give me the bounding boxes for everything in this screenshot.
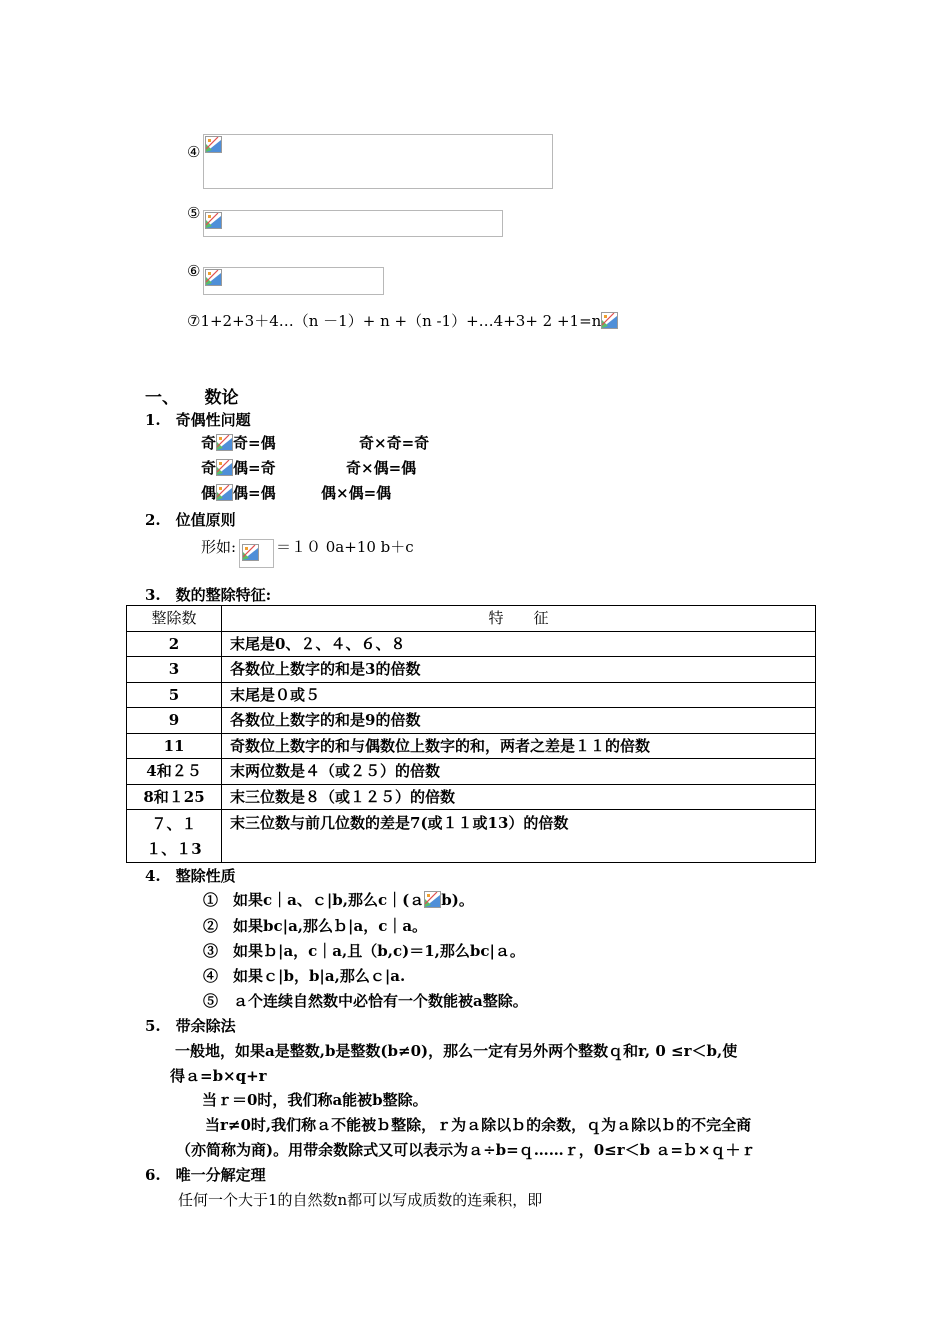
divisor-cell	[127, 810, 222, 863]
broken-image-icon	[601, 312, 618, 329]
feature-cell: 末尾是０或５	[222, 682, 816, 708]
header-feature: 特 征	[222, 606, 816, 632]
divisor-cell: 5	[127, 682, 222, 708]
place-value-title: 2. 位值原则	[145, 511, 236, 529]
divisibility-table	[126, 605, 816, 863]
property-4: ④ 如果ｃ|b，b|a,那么ｃ|a.	[203, 967, 406, 985]
divisor-cell: 9	[127, 708, 222, 734]
table-row	[127, 733, 816, 759]
remainder-title: 5. 带余除法	[145, 1017, 236, 1035]
broken-image-icon	[205, 212, 222, 229]
feature-cell: 奇数位上数字的和与偶数位上数字的和，两者之差是１１的倍数	[222, 733, 816, 759]
formula-5-label: ⑤	[187, 204, 201, 222]
formula-5-image	[203, 210, 503, 237]
table-row	[127, 810, 816, 863]
feature-cell: 末三位数是８（或１２５）的倍数	[222, 784, 816, 810]
divisibility-title: 3. 数的整除特征:	[145, 586, 272, 604]
formula-4-label: ④	[187, 143, 201, 161]
divisor-line: ７、１	[151, 815, 197, 833]
broken-image-icon	[216, 459, 233, 476]
feature-cell: 末尾是0、２、４、６、８	[222, 631, 816, 657]
parity-title: 1. 奇偶性问题	[145, 411, 251, 429]
parity-term: 奇=偶	[233, 434, 276, 452]
feature-cell: 各数位上数字的和是9的倍数	[222, 708, 816, 734]
divisor-cell: 11	[127, 733, 222, 759]
feature-cell: 末三位数与前几位数的差是7(或１１或13）的倍数	[222, 810, 816, 863]
table-row	[127, 631, 816, 657]
parity-term: 偶=偶	[233, 484, 276, 502]
table-row	[127, 784, 816, 810]
remainder-para2: 当ｒ＝0时，我们称a能被b整除。	[202, 1091, 428, 1109]
divisor-line: １、１3	[146, 840, 202, 858]
factorization-title: 6. 唯一分解定理	[145, 1166, 266, 1184]
divisor-cell: 2	[127, 631, 222, 657]
place-value-prefix: 形如:	[201, 538, 237, 556]
broken-image-icon	[216, 434, 233, 451]
property-text: ① 如果c｜a、ｃ|b,那么c｜(ａ	[203, 891, 425, 909]
parity-rule-2	[201, 457, 276, 478]
parity-term: 偶=奇	[233, 459, 276, 477]
remainder-para3-line1: 当r≠0时,我们称ａ不能被ｂ整除，ｒ为ａ除以ｂ的余数，ｑ为ａ除以ｂ的不完全商	[205, 1116, 752, 1134]
feature-cell: 各数位上数字的和是3的倍数	[222, 657, 816, 683]
formula-6-image	[203, 267, 384, 295]
formula-6-label: ⑥	[187, 262, 201, 280]
table-header-row	[127, 606, 816, 632]
properties-title: 4. 整除性质	[145, 867, 236, 885]
divisor-cell: 3	[127, 657, 222, 683]
formula-7	[187, 310, 618, 331]
remainder-para1-line2: 得ａ=b×q+r	[170, 1067, 267, 1085]
property-3: ③ 如果ｂ|a，c｜a,且（b,c)＝1,那么bc|ａ。	[203, 942, 525, 960]
parity-term: 奇	[201, 434, 217, 452]
property-2: ② 如果bc|a,那么ｂ|a，c｜a。	[203, 917, 428, 935]
formula-4-image	[203, 134, 553, 189]
parity-product-3: 偶×偶=偶	[321, 484, 392, 502]
remainder-para1-line1: 一般地，如果a是整数,b是整数(b≠0)，那么一定有另外两个整数ｑ和r, 0 ≤r＜b,使	[175, 1042, 738, 1060]
property-5: ⑤ ａ个连续自然数中必恰有一个数能被a整除。	[203, 992, 528, 1010]
feature-cell: 末两位数是４（或２５）的倍数	[222, 759, 816, 785]
broken-image-icon	[242, 544, 259, 561]
section-title: 一、 数论	[145, 388, 239, 408]
place-value-image	[239, 539, 274, 568]
table-row	[127, 759, 816, 785]
property-1	[203, 889, 474, 910]
parity-rule-1	[201, 432, 276, 453]
factorization-text: 任何一个大于1的自然数n都可以写成质数的连乘积，即	[178, 1191, 543, 1209]
broken-image-icon	[424, 891, 441, 908]
parity-term: 奇	[201, 459, 217, 477]
divisor-cell: 4和２５	[127, 759, 222, 785]
parity-term: 偶	[201, 484, 217, 502]
broken-image-icon	[216, 484, 233, 501]
place-value-formula: ＝１０ 0a+10 b＋c	[276, 538, 414, 556]
broken-image-icon	[205, 136, 222, 153]
table-row	[127, 682, 816, 708]
table-row	[127, 657, 816, 683]
header-divisor: 整除数	[127, 606, 222, 632]
property-text: b)。	[441, 891, 474, 909]
parity-rule-3	[201, 482, 276, 503]
formula-7-text: ⑦1+2+3＋4…（n －1）+ n +（n -1）+…4+3+ 2 +1=n	[187, 312, 602, 330]
parity-product-2: 奇×偶=偶	[346, 459, 417, 477]
parity-product-1: 奇×奇=奇	[359, 434, 430, 452]
divisor-cell: 8和１25	[127, 784, 222, 810]
table-row	[127, 708, 816, 734]
broken-image-icon	[205, 269, 222, 286]
remainder-para3-line2: （亦简称为商)。用带余数除式又可以表示为ａ÷b=ｑ……ｒ，0≤r＜b ａ=ｂ×ｑ＋ｒ	[176, 1141, 756, 1159]
